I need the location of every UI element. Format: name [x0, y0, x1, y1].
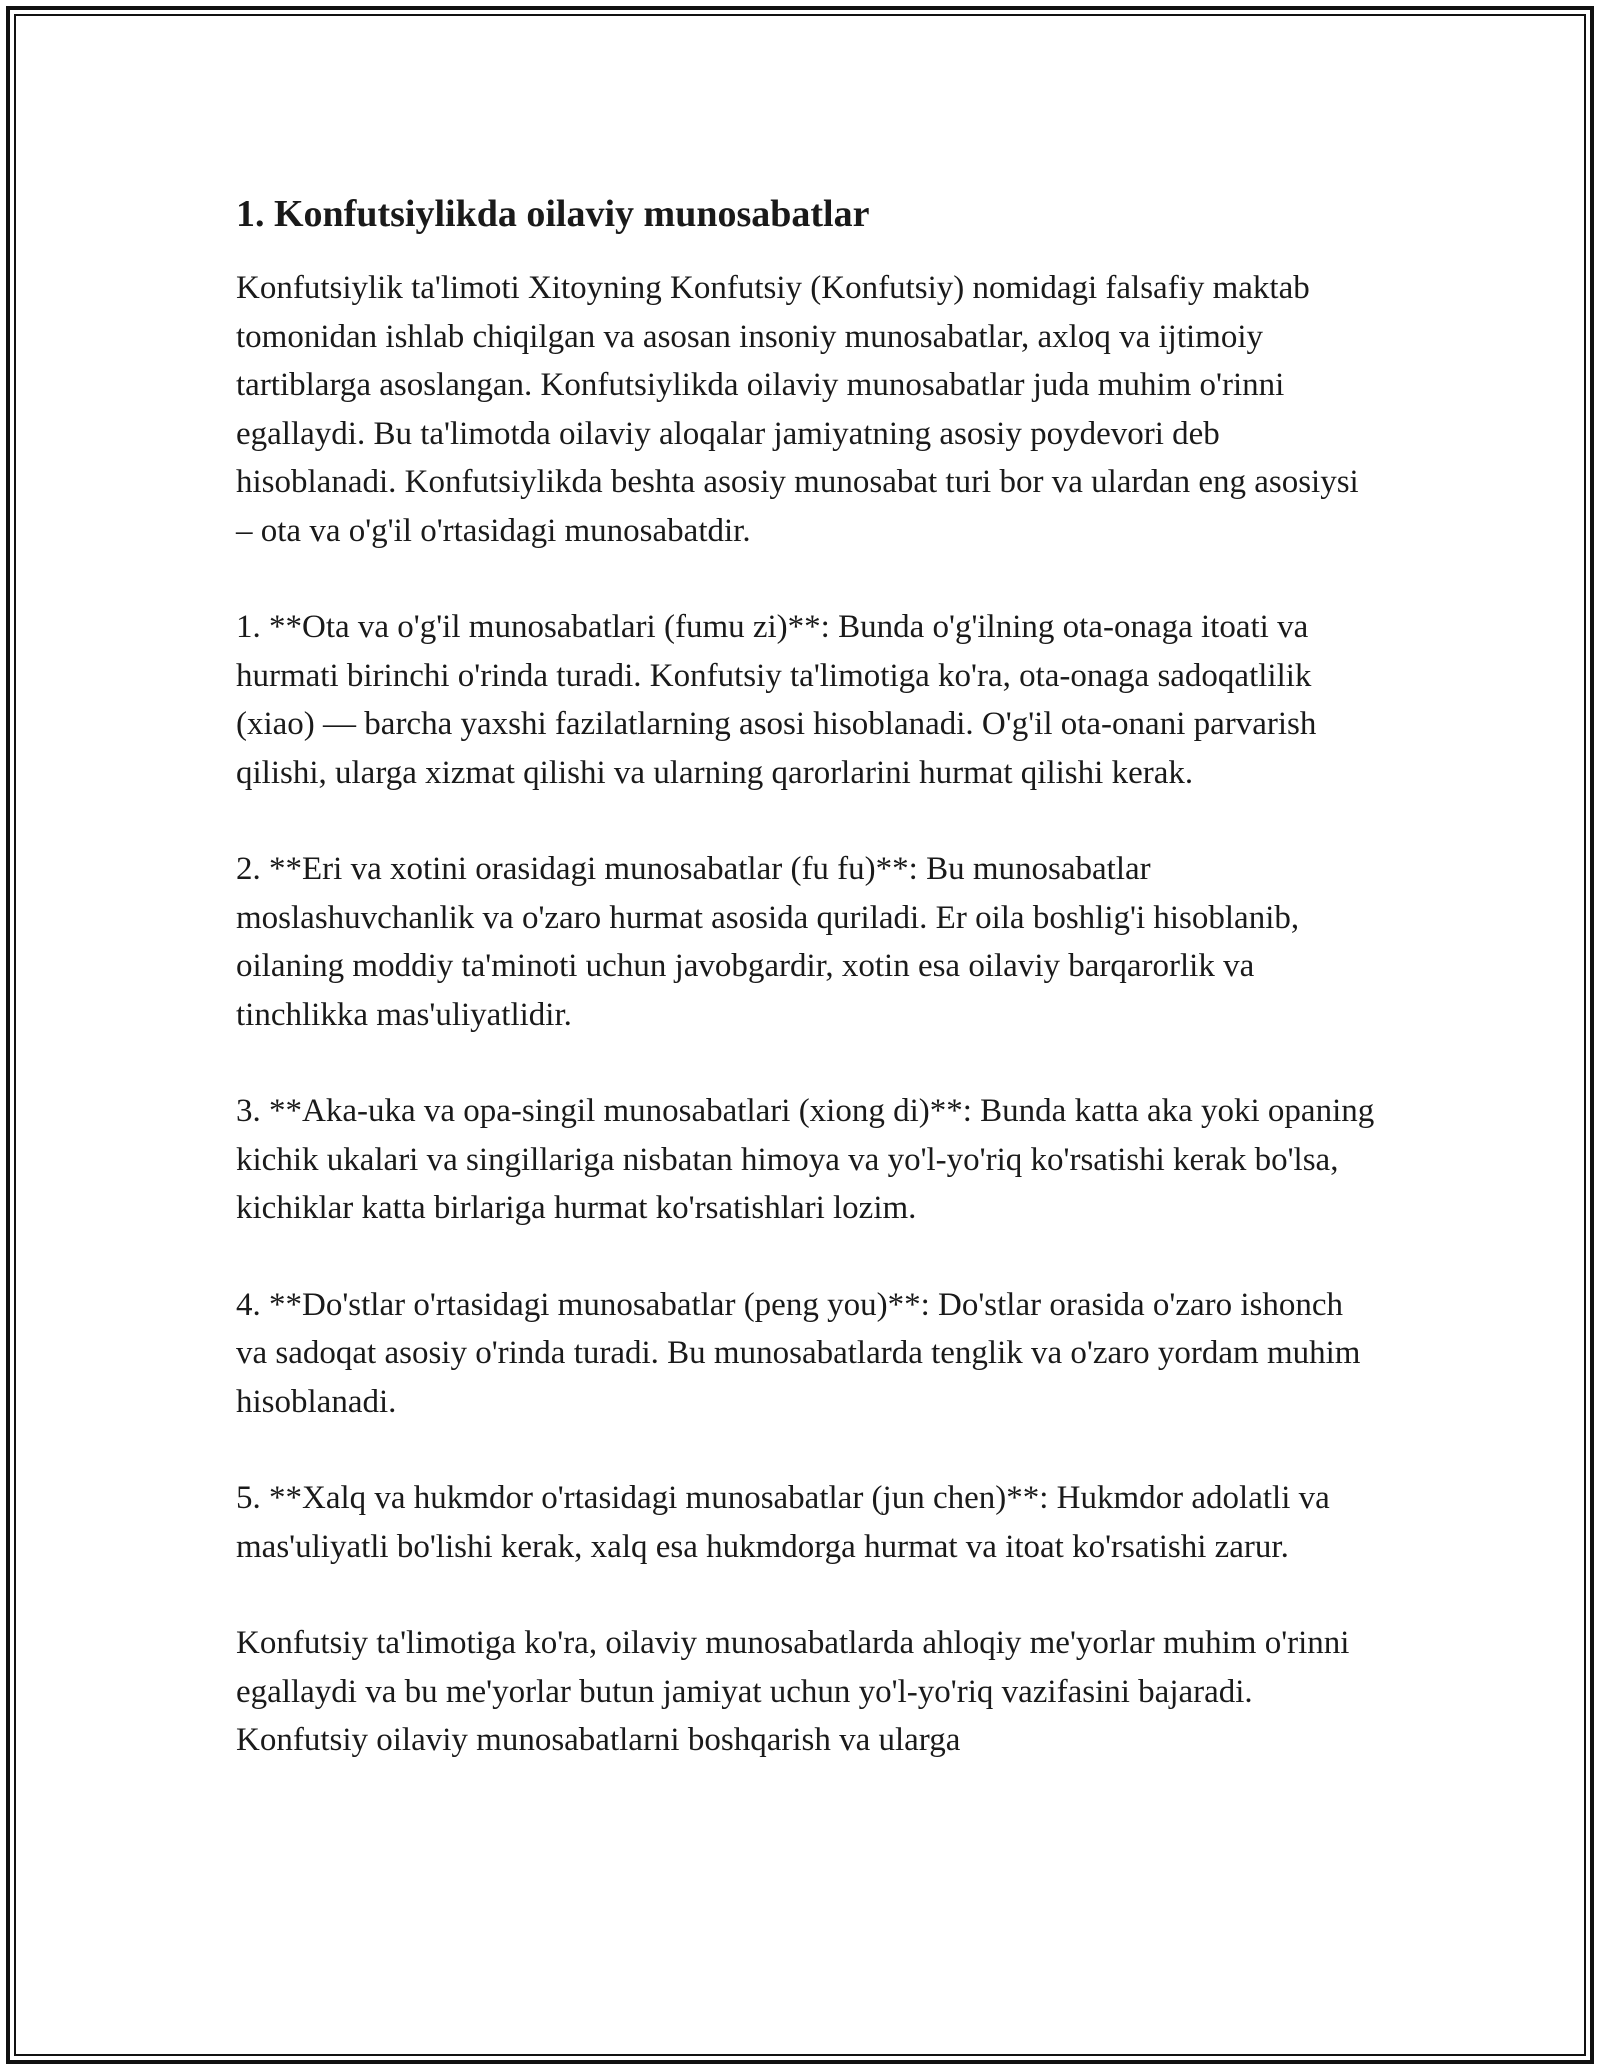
relation-item-husband-wife: 2. **Eri va xotini orasidagi munosabatlar (fu fu)**: Bu munosabatlar moslashuvchanlik va o'zaro hurmat asosida quriladi. Er oila boshlig'i hisoblanib, oilaning moddiy ta'minoti uchun javobgardir, xotin esa oilaviy barqarorlik va tinchlikka mas'uliyatlidir.: [236, 851, 1300, 1033]
intro-paragraph: Konfutsiylik ta'limoti Xitoyning Konfutsiy (Konfutsiy) nomidagi falsafiy maktab tomonidan ishlab chiqilgan va asosan insoniy munosabatlar, axloq va ijtimoiy tartiblarga asoslangan. Konfutsiylikda oilaviy munosabatlar juda muhim o'rinni egallaydi. Bu ta'limotda oilaviy aloqalar jamiyatning asosiy poydevori deb hisoblanadi. Konfutsiylikda beshta asosiy munosabat turi bor va ulardan eng asosiysi – ota va o'g'il o'rtasidagi munosabatdir.: [236, 270, 1359, 549]
relation-item-siblings: 3. **Aka-uka va opa-singil munosabatlari (xiong di)**: Bunda katta aka yoki opaning kichik ukalari va singillariga nisbatan himoya va yo'l-yo'riq ko'rsatishi kerak bo'lsa, kichiklar katta birlariga hurmat ko'rsatishlari lozim.: [236, 1093, 1375, 1226]
closing-paragraph: Konfutsiy ta'limotiga ko'ra, oilaviy munosabatlarda ahloqiy me'yorlar muhim o'rinni egallaydi va bu me'yorlar butun jamiyat uchun yo'l-yo'riq vazifasini bajaradi. Konfutsiy oilaviy munosabatlarni boshqarish va ularga: [236, 1625, 1350, 1758]
relation-item-father-son: 1. **Ota va o'g'il munosabatlari (fumu zi)**: Bunda o'g'ilning ota-onaga itoati va hurmati birinchi o'rinda turadi. Konfutsiy ta'limotiga ko'ra, ota-onaga sadoqatlilik (xiao) — barcha yaxshi fazilatlarning asosi hisoblanadi. O'g'il ota-onani parvarish qilishi, ularga xizmat qilishi va ularning qarorlarini hurmat qilishi kerak.: [236, 609, 1317, 791]
document-body: [236, 186, 1376, 1813]
relation-item-friends: 4. **Do'stlar o'rtasidagi munosabatlar (peng you)**: Do'stlar orasida o'zaro ishonch va sadoqat asosiy o'rinda turadi. Bu munosabatlarda tenglik va o'zaro yordam muhim hisoblanadi.: [236, 1286, 1361, 1420]
relation-item-ruler-people: 5. **Xalq va hukmdor o'rtasidagi munosabatlar (jun chen)**: Hukmdor adolatli va mas'uliyatli bo'lishi kerak, xalq esa hukmdorga hurmat va itoat ko'rsatishi zarur.: [236, 1480, 1330, 1565]
section-heading: 1. Konfutsiylikda oilaviy munosabatlar: [236, 193, 870, 235]
